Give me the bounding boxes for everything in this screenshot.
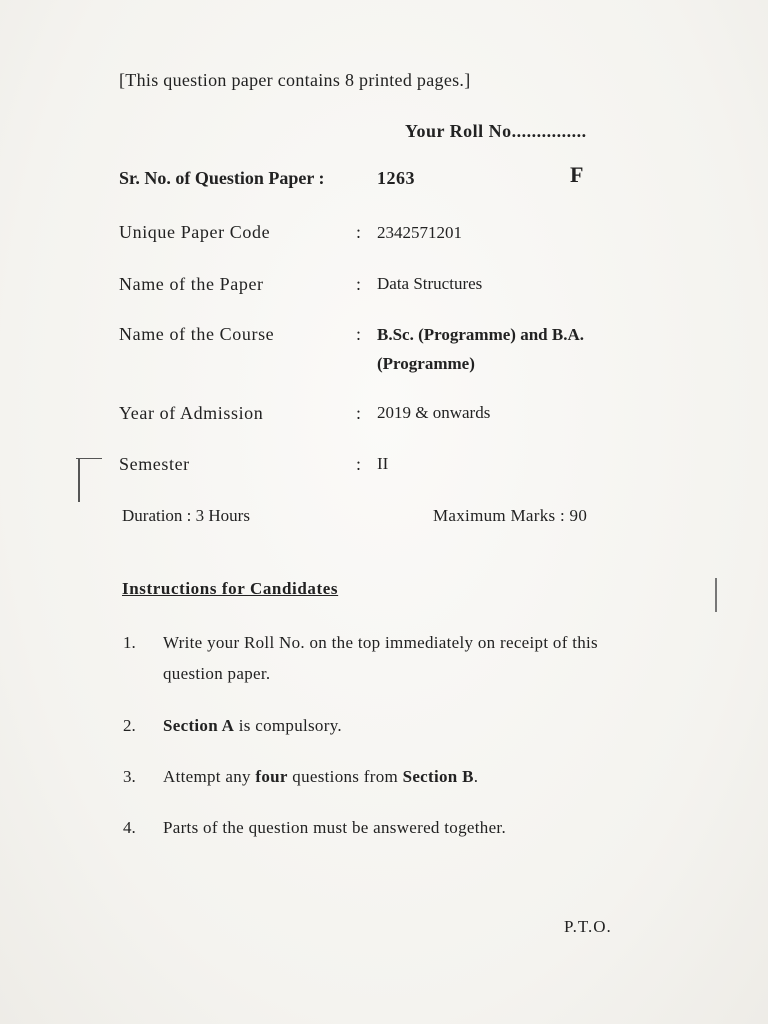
instruction-text: Parts of the question must be answered together.: [163, 818, 506, 837]
course-name-label: Name of the Course: [119, 324, 275, 344]
field-colon: :: [356, 454, 362, 474]
field-colon: :: [356, 222, 362, 242]
instruction-number: 1.: [123, 633, 136, 652]
pen-mark: [78, 458, 80, 502]
instruction-text: Write your Roll No. on the top immediately on receipt of this question paper.: [163, 633, 598, 683]
semester-label: Semester: [119, 454, 190, 474]
instruction-number: 2.: [123, 716, 136, 735]
scan-edge-mark: [715, 578, 717, 612]
semester-value: II: [377, 454, 389, 473]
paper-name-label: Name of the Paper: [119, 274, 264, 294]
instruction-bold-text: Section A: [163, 716, 235, 735]
set-letter: F: [570, 162, 584, 187]
instructions-title: Instructions for Candidates: [122, 579, 339, 598]
sr-no-label: Sr. No. of Question Paper :: [119, 168, 325, 188]
sr-no-value: 1263: [377, 168, 415, 188]
pen-mark: [76, 458, 102, 459]
course-name-value: B.Sc. (Programme) and B.A. (Programme): [377, 325, 584, 373]
page-count-note: [This question paper contains 8 printed pages.]: [119, 70, 471, 90]
unique-paper-code-value: 2342571201: [377, 223, 462, 242]
field-colon: :: [356, 403, 362, 423]
field-colon: :: [356, 274, 362, 294]
instruction-number: 3.: [123, 767, 136, 786]
duration: Duration : 3 Hours: [122, 506, 250, 525]
instruction-number: 4.: [123, 818, 136, 837]
paper-name-value: Data Structures: [377, 274, 483, 293]
please-turn-over: P.T.O.: [564, 917, 612, 936]
instruction-bold-text: four: [255, 767, 288, 786]
field-colon: :: [356, 324, 362, 344]
admission-year-value: 2019 & onwards: [377, 403, 491, 422]
instruction-text: [163, 761, 643, 792]
instruction-bold-text: Section B: [402, 767, 474, 786]
maximum-marks: Maximum Marks : 90: [433, 506, 588, 525]
instruction-plain-text: is compulsory.: [234, 716, 342, 735]
instruction-plain-text: .: [473, 767, 479, 786]
admission-year-label: Year of Admission: [119, 403, 264, 423]
instruction-plain-text: Attempt any: [163, 767, 256, 786]
instruction-plain-text: questions from: [287, 767, 403, 786]
roll-number-line: Your Roll No...............: [405, 121, 587, 141]
instruction-text: [163, 710, 643, 741]
unique-paper-code-label: Unique Paper Code: [119, 222, 271, 242]
